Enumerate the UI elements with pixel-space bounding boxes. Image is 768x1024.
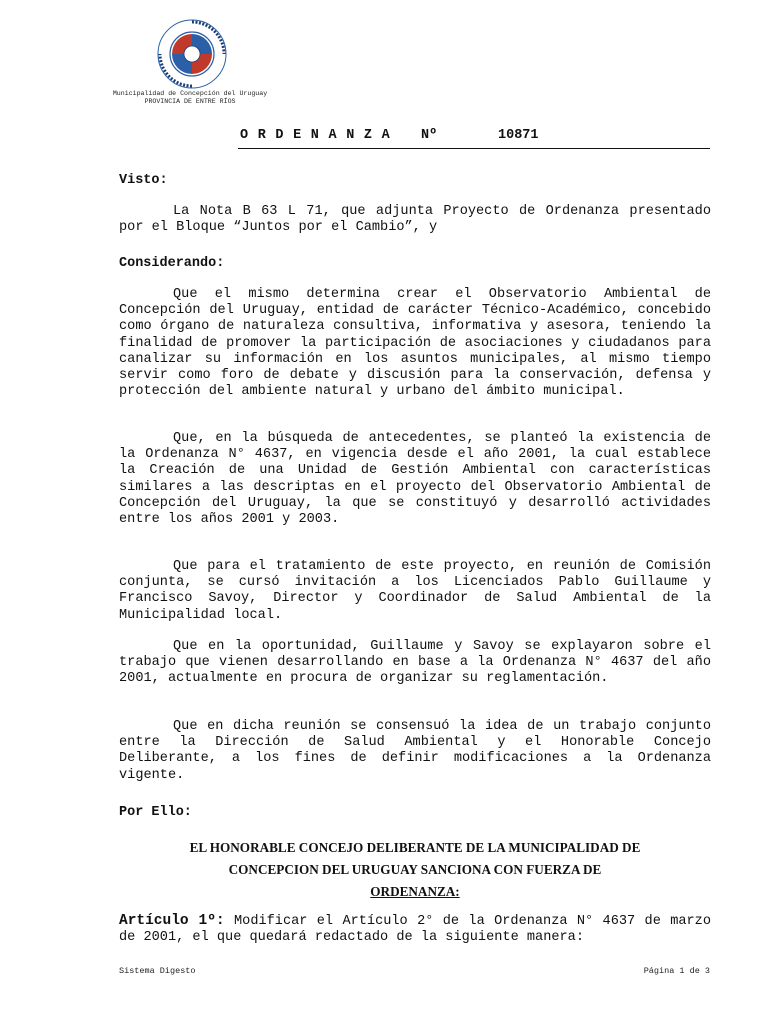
page-number: Página 1 de 3 (643, 966, 710, 976)
resolution-statement (119, 837, 711, 903)
por-ello-heading: Por Ello: (119, 805, 192, 820)
municipality-seal-logo (156, 18, 228, 90)
article-1-label: Artículo 1º: (119, 913, 225, 929)
considerando-paragraph: Que en dicha reunión se consensuó la idea de un trabajo conjunto entre la Dirección de Salud Ambiental y el Honorable Concejo Deliberante, a los fines de definir modificaciones a la Ordenanza vigente. (119, 719, 711, 783)
ordinance-number: 10871 (498, 128, 539, 143)
considerando-paragraph: Que para el tratamiento de este proyecto, en reunión de Comisión conjunta, se cursó invitación a los Licenciados Pablo Guillaume y Francisco Savoy, Director y Coordinador de Salud Ambiental de la Municipalidad local. (119, 559, 711, 623)
resolution-line-1: EL HONORABLE CONCEJO DELIBERANTE DE LA MUNICIPALIDAD DE (189, 840, 641, 855)
considerando-paragraph: Que el mismo determina crear el Observatorio Ambiental de Concepción del Uruguay, entidad de carácter Técnico-Académico, concebido como órgano de naturaleza consultiva, informativa y asesora, teniendo la finalidad de promover la participación de asociaciones y ciudadanos para canalizar su información en los asuntos municipales, al mismo tiempo servir como foro de debate y discusión para la conservación, defensa y protección del ambiente natural y urbano del ámbito municipal. (119, 287, 711, 400)
visto-text: La Nota B 63 L 71, que adjunta Proyecto de Ordenanza presentado por el Bloque “Juntos por el Cambio”, y (119, 204, 711, 236)
considerando-heading: Considerando: (119, 256, 225, 271)
resolution-line-3: ORDENANZA: (370, 884, 460, 899)
article-1 (119, 913, 711, 946)
title-number-label: Nº (421, 128, 438, 143)
resolution-line-2: CONCEPCION DEL URUGUAY SANCIONA CON FUERZA DE (228, 862, 602, 877)
visto-heading: Visto: (119, 173, 168, 188)
considerando-paragraph: Que, en la búsqueda de antecedentes, se planteó la existencia de la Ordenanza N° 4637, en vigencia desde el año 2001, la cual establece la Creación de una Unidad de Gestión Ambiental con características similares a las descriptas en el proyecto del Observatorio Ambiental de Concepción del Uruguay, la que se constituyó y desarrolló actividades entre los años 2001 y 2003. (119, 431, 711, 528)
title-word: ORDENANZA (240, 128, 400, 143)
article-1-text: Modificar el Artículo 2° de la Ordenanza N° 4637 de marzo de 2001, el que quedará redactado de la siguiente manera: (119, 914, 712, 946)
ordinance-title (238, 126, 710, 149)
org-name: Municipalidad de Concepción del Uruguay (112, 90, 268, 97)
considerando-paragraph: Que en la oportunidad, Guillaume y Savoy se explayaron sobre el trabajo que vienen desarrollando en base a la Ordenanza N° 4637 del año 2001, actualmente en procura de organizar su reglamentación. (119, 639, 711, 687)
org-province: PROVINCIA DE ENTRE RÍOS (144, 98, 236, 105)
footer-system: Sistema Digesto (119, 966, 196, 976)
